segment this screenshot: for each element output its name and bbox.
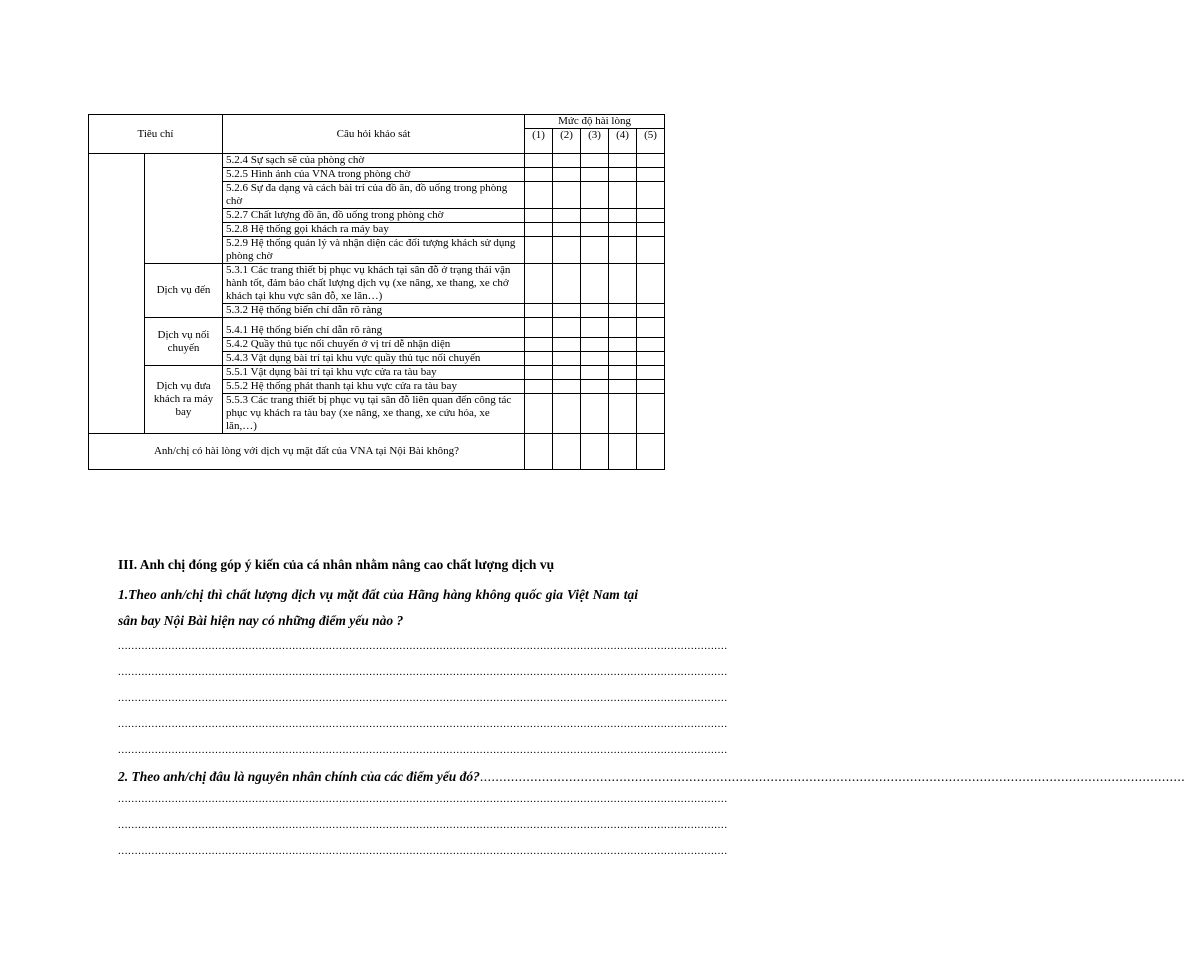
question-5-5-3: 5.5.3 Các trang thiết bị phục vụ tại sân đỗ liên quan đến công tác phục vụ khách ra tàu bay (xe nâng, xe thang, xe cứu hỏa, xe lăn,…)	[223, 394, 525, 434]
rating-cell[interactable]	[581, 237, 609, 264]
rating-cell[interactable]	[581, 434, 609, 470]
criterion-boarding: Dịch vụ đưa khách ra máy bay	[145, 366, 223, 434]
rating-cell[interactable]	[609, 168, 637, 182]
rating-cell[interactable]	[609, 182, 637, 209]
rating-cell[interactable]	[637, 434, 665, 470]
rating-cell[interactable]	[581, 366, 609, 380]
question-5-2-9: 5.2.9 Hệ thống quản lý và nhận diện các đối tượng khách sử dụng phòng chờ	[223, 237, 525, 264]
rating-cell[interactable]	[581, 318, 609, 338]
question-5-2-4: 5.2.4 Sự sạch sẽ của phòng chờ	[223, 154, 525, 168]
criterion-arrival: Dịch vụ đến	[145, 264, 223, 318]
question-5-5-1: 5.5.1 Vật dụng bài trí tại khu vực cửa ra tàu bay	[223, 366, 525, 380]
rating-cell[interactable]	[609, 318, 637, 338]
question-header: Câu hỏi khảo sát	[223, 115, 525, 154]
rating-cell[interactable]	[581, 209, 609, 223]
rating-cell[interactable]	[525, 304, 553, 318]
rating-cell[interactable]	[553, 366, 581, 380]
rating-cell[interactable]	[525, 380, 553, 394]
satisfaction-header: Mức độ hài lòng	[525, 115, 665, 129]
rating-cell[interactable]	[609, 264, 637, 304]
rating-cell[interactable]	[609, 434, 637, 470]
rating-cell[interactable]	[637, 182, 665, 209]
question-5-4-2: 5.4.2 Quầy thủ tục nối chuyến ở vị trí dễ nhận diện	[223, 338, 525, 352]
rating-cell[interactable]	[525, 394, 553, 434]
rating-cell[interactable]	[525, 237, 553, 264]
table-row	[89, 366, 665, 380]
rating-cell[interactable]	[637, 380, 665, 394]
criteria-spacer	[89, 264, 145, 318]
question-2-text: 2. Theo anh/chị đâu là nguyên nhân chính của các điểm yếu đó?	[118, 769, 480, 784]
question-5-2-6: 5.2.6 Sự đa dạng và cách bài trí của đồ ăn, đồ uống trong phòng chờ	[223, 182, 525, 209]
rating-cell[interactable]	[525, 434, 553, 470]
rating-cell[interactable]	[609, 237, 637, 264]
rating-cell[interactable]	[553, 434, 581, 470]
scale-label-4: (4)	[609, 129, 637, 154]
rating-cell[interactable]	[525, 168, 553, 182]
question-2	[118, 764, 1185, 790]
rating-cell[interactable]	[637, 318, 665, 338]
criteria-spacer	[89, 366, 145, 434]
table-row	[89, 318, 665, 338]
rating-cell[interactable]	[525, 209, 553, 223]
rating-cell[interactable]	[637, 304, 665, 318]
answer-line[interactable]: ......................................................................................................................................................................................	[118, 744, 728, 756]
rating-cell[interactable]	[581, 168, 609, 182]
table-row	[89, 434, 665, 470]
criterion-transfer: Dịch vụ nối chuyến	[145, 318, 223, 366]
rating-cell[interactable]	[581, 182, 609, 209]
rating-cell[interactable]	[637, 209, 665, 223]
rating-cell[interactable]	[553, 352, 581, 366]
answer-line[interactable]: ......................................................................................................................................................................................	[118, 666, 728, 678]
scale-label-3: (3)	[581, 129, 609, 154]
rating-cell[interactable]	[525, 366, 553, 380]
rating-cell[interactable]	[525, 264, 553, 304]
scale-label-1: (1)	[525, 129, 553, 154]
rating-cell[interactable]	[553, 223, 581, 237]
question-5-4-1: 5.4.1 Hệ thống biển chỉ dẫn rõ ràng	[223, 318, 525, 338]
rating-cell[interactable]	[609, 338, 637, 352]
rating-cell[interactable]	[553, 304, 581, 318]
lounge-criterion-cell	[145, 154, 223, 264]
criteria-spacer	[89, 318, 145, 366]
rating-cell[interactable]	[581, 154, 609, 168]
rating-cell[interactable]	[581, 352, 609, 366]
rating-cell[interactable]	[637, 223, 665, 237]
rating-cell[interactable]	[609, 394, 637, 434]
rating-cell[interactable]	[525, 223, 553, 237]
rating-cell[interactable]	[581, 264, 609, 304]
rating-cell[interactable]	[637, 394, 665, 434]
rating-cell[interactable]	[637, 366, 665, 380]
rating-cell[interactable]	[609, 223, 637, 237]
rating-cell[interactable]	[553, 237, 581, 264]
rating-cell[interactable]	[525, 182, 553, 209]
satisfaction-survey-table	[88, 114, 665, 470]
rating-cell[interactable]	[553, 182, 581, 209]
rating-cell[interactable]	[525, 352, 553, 366]
question-5-2-7: 5.2.7 Chất lượng đồ ăn, đồ uống trong phòng chờ	[223, 209, 525, 223]
rating-cell[interactable]	[581, 304, 609, 318]
criteria-spacer	[89, 154, 145, 264]
table-row	[89, 154, 665, 168]
rating-cell[interactable]	[553, 154, 581, 168]
question-1: 1.Theo anh/chị thì chất lượng dịch vụ mặt đất của Hãng hàng không quốc gia Việt Nam tại sân bay Nội Bài hiện nay có những điểm yếu nào ?	[118, 587, 638, 628]
rating-cell[interactable]	[637, 352, 665, 366]
criteria-header: Tiêu chí	[89, 115, 223, 154]
rating-cell[interactable]	[553, 209, 581, 223]
table-row	[89, 264, 665, 304]
overall-satisfaction-question: Anh/chị có hài lòng với dịch vụ mặt đất của VNA tại Nội Bài không?	[89, 434, 525, 470]
rating-cell[interactable]	[553, 338, 581, 352]
rating-cell[interactable]	[637, 338, 665, 352]
rating-cell[interactable]	[553, 394, 581, 434]
rating-cell[interactable]	[525, 338, 553, 352]
scale-label-2: (2)	[553, 129, 581, 154]
question-5-2-5: 5.2.5 Hình ảnh của VNA trong phòng chờ	[223, 168, 525, 182]
question-5-3-1: 5.3.1 Các trang thiết bị phục vụ khách tại sân đỗ ở trạng thái vận hành tốt, đảm bảo chất lượng dịch vụ (xe nâng, xe thang, xe chở khách tại khu vực sân đỗ, xe lăn…)	[223, 264, 525, 304]
scale-label-5: (5)	[637, 129, 665, 154]
answer-line[interactable]: ......................................................................................................................................................................................	[118, 819, 728, 831]
rating-cell[interactable]	[581, 338, 609, 352]
rating-cell[interactable]	[553, 264, 581, 304]
answer-line[interactable]: ......................................................................................................................................................................................	[118, 718, 728, 730]
question-5-2-8: 5.2.8 Hệ thống gọi khách ra máy bay	[223, 223, 525, 237]
rating-cell[interactable]	[637, 168, 665, 182]
question-5-5-2: 5.5.2 Hệ thống phát thanh tại khu vực cửa ra tàu bay	[223, 380, 525, 394]
answer-line[interactable]: ......................................................................................................................................................................................	[118, 793, 728, 805]
section-3-title: III. Anh chị đóng góp ý kiến của cá nhân nhằm nâng cao chất lượng dịch vụ	[118, 557, 555, 572]
rating-cell[interactable]	[609, 304, 637, 318]
rating-cell[interactable]	[553, 380, 581, 394]
rating-cell[interactable]	[609, 154, 637, 168]
rating-cell[interactable]	[609, 209, 637, 223]
rating-cell[interactable]	[581, 380, 609, 394]
rating-cell[interactable]	[609, 380, 637, 394]
rating-cell[interactable]	[553, 168, 581, 182]
answer-line[interactable]: ......................................................................................................................................................................................	[118, 640, 728, 652]
rating-cell[interactable]	[581, 223, 609, 237]
rating-cell[interactable]	[637, 237, 665, 264]
rating-cell[interactable]	[525, 318, 553, 338]
answer-line[interactable]: ......................................................................................................................................................................................	[479, 769, 1185, 784]
rating-cell[interactable]	[525, 154, 553, 168]
rating-cell[interactable]	[637, 264, 665, 304]
answer-line[interactable]: ......................................................................................................................................................................................	[118, 845, 728, 857]
rating-cell[interactable]	[553, 318, 581, 338]
question-5-4-3: 5.4.3 Vật dụng bài trí tại khu vực quầy thủ tục nối chuyến	[223, 352, 525, 366]
question-5-3-2: 5.3.2 Hệ thống biển chỉ dẫn rõ ràng	[223, 304, 525, 318]
rating-cell[interactable]	[637, 154, 665, 168]
rating-cell[interactable]	[609, 366, 637, 380]
answer-line[interactable]: ......................................................................................................................................................................................	[118, 692, 728, 704]
rating-cell[interactable]	[581, 394, 609, 434]
rating-cell[interactable]	[609, 352, 637, 366]
